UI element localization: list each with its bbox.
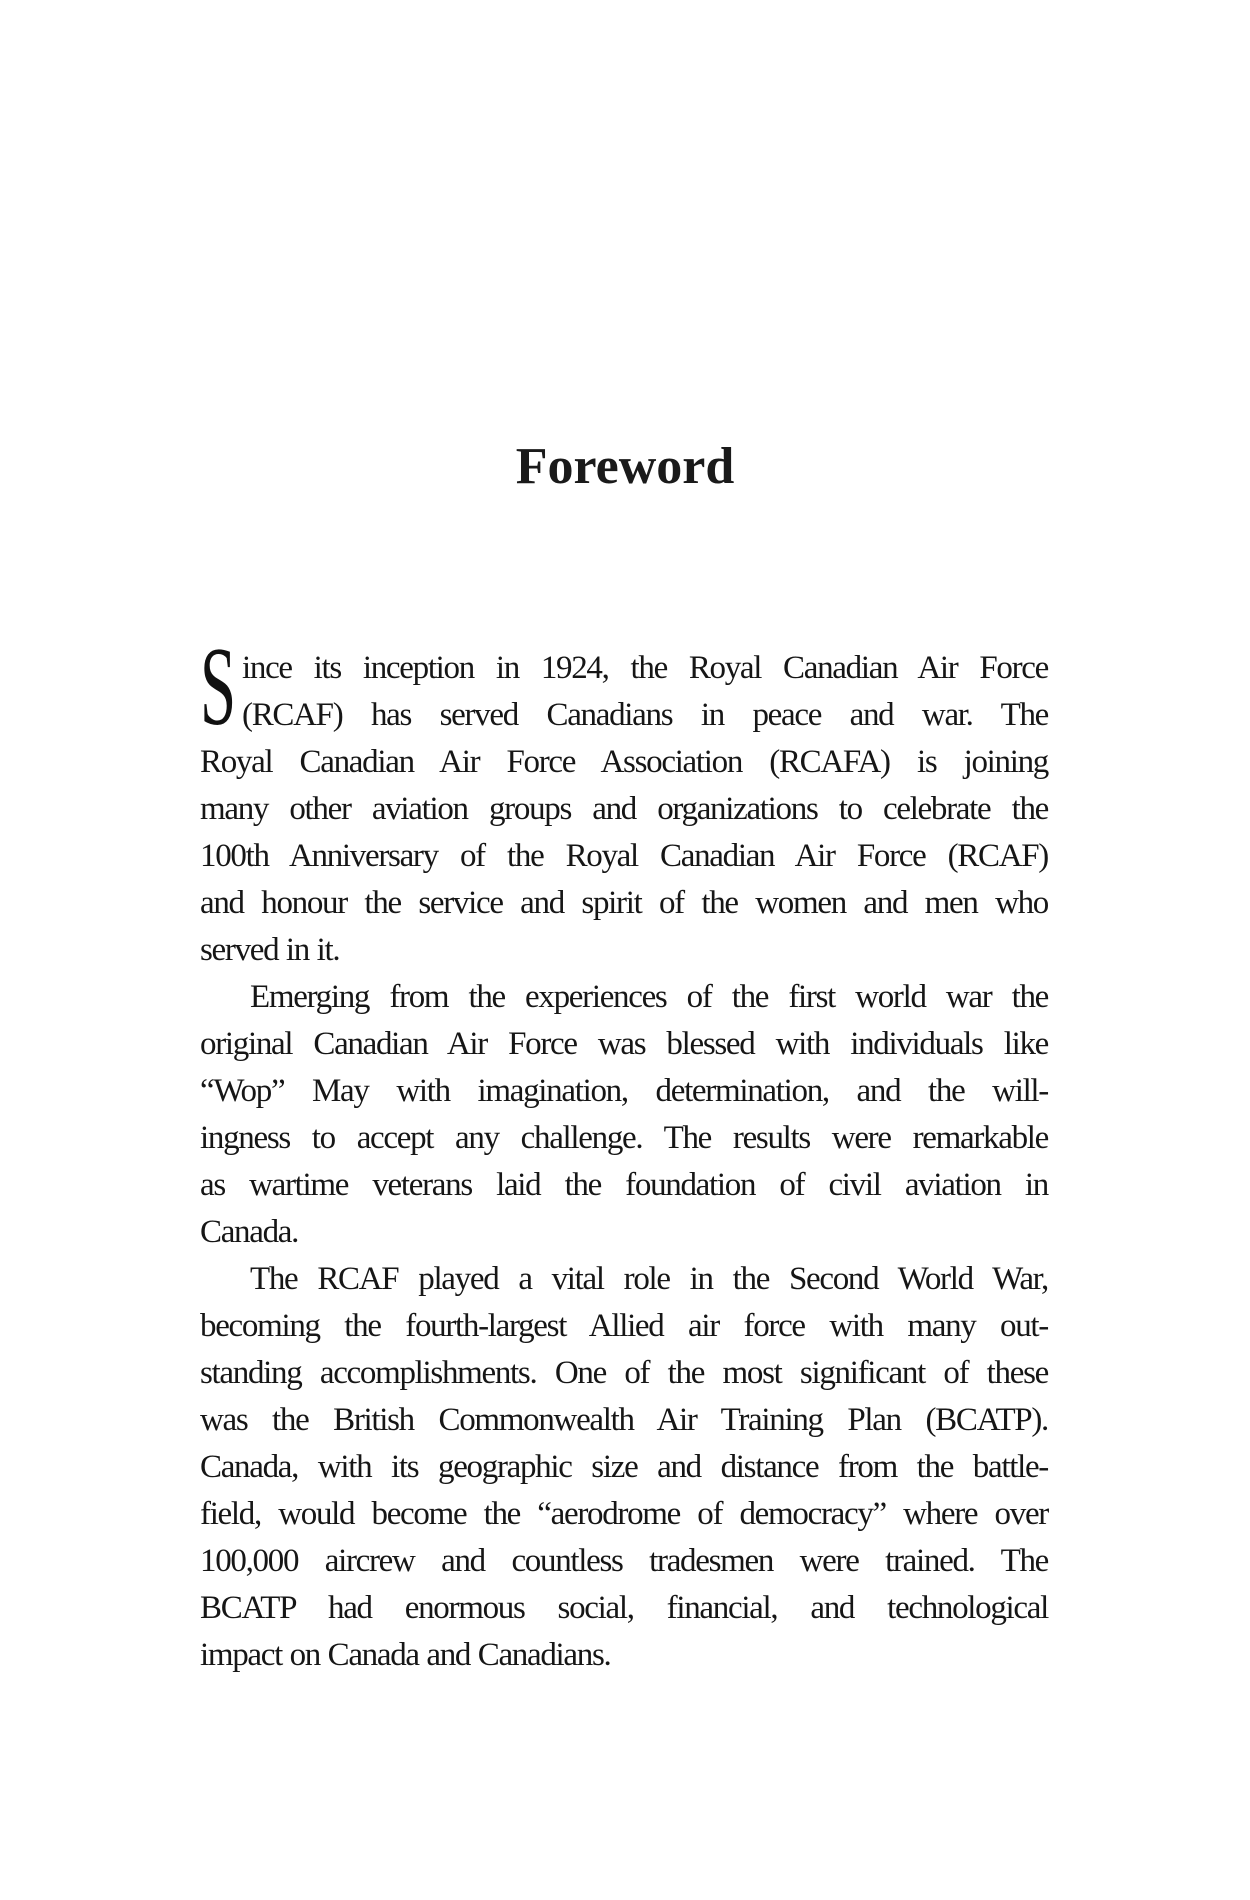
text-line: Emerging from the experiences of the first world war the xyxy=(250,979,1048,1015)
text-line: Royal Canadian Air Force Association (RCAFA) is joining xyxy=(200,744,1048,780)
text-line: ince its inception in 1924, the Royal Canadian Air Force xyxy=(242,650,1048,686)
text-line: ingness to accept any challenge. The results were remarkable xyxy=(200,1120,1048,1156)
page-title: Foreword xyxy=(515,438,735,495)
paragraph-2 xyxy=(200,974,1048,1256)
drop-cap xyxy=(200,625,236,749)
text-line: Canada. xyxy=(200,1214,299,1250)
text-line: The RCAF played a vital role in the Second World War, xyxy=(250,1261,1048,1297)
text-line: BCATP had enormous social, financial, and technological xyxy=(200,1590,1048,1626)
text-line: original Canadian Air Force was blessed with individuals like xyxy=(200,1026,1048,1062)
text-line: and honour the service and spirit of the women and men who xyxy=(200,885,1048,921)
text-line: served in it. xyxy=(200,932,340,968)
text-line: was the British Commonwealth Air Training Plan (BCATP). xyxy=(200,1402,1048,1438)
paragraph-3 xyxy=(200,1256,1048,1679)
text-line: Canada, with its geographic size and distance from the battle- xyxy=(200,1449,1048,1485)
text-line: impact on Canada and Canadians. xyxy=(200,1637,611,1673)
text-line: standing accomplishments. One of the most significant of these xyxy=(200,1355,1048,1391)
text-line: 100th Anniversary of the Royal Canadian Air Force (RCAF) xyxy=(200,838,1048,874)
text-line: field, would become the “aerodrome of democracy” where over xyxy=(200,1496,1048,1532)
text-line: “Wop” May with imagination, determination, and the will- xyxy=(200,1073,1048,1109)
text-line: as wartime veterans laid the foundation of civil aviation in xyxy=(200,1167,1048,1203)
text-line: many other aviation groups and organizations to celebrate the xyxy=(200,791,1048,827)
text-line: (RCAF) has served Canadians in peace and war. The xyxy=(242,697,1048,733)
foreword-body xyxy=(200,625,1048,1679)
drop-cap-letter: S xyxy=(200,625,236,749)
paragraph-1 xyxy=(200,625,1048,974)
text-line: 100,000 aircrew and countless tradesmen were trained. The xyxy=(200,1543,1048,1579)
text-line: becoming the fourth-largest Allied air force with many out- xyxy=(200,1308,1048,1344)
